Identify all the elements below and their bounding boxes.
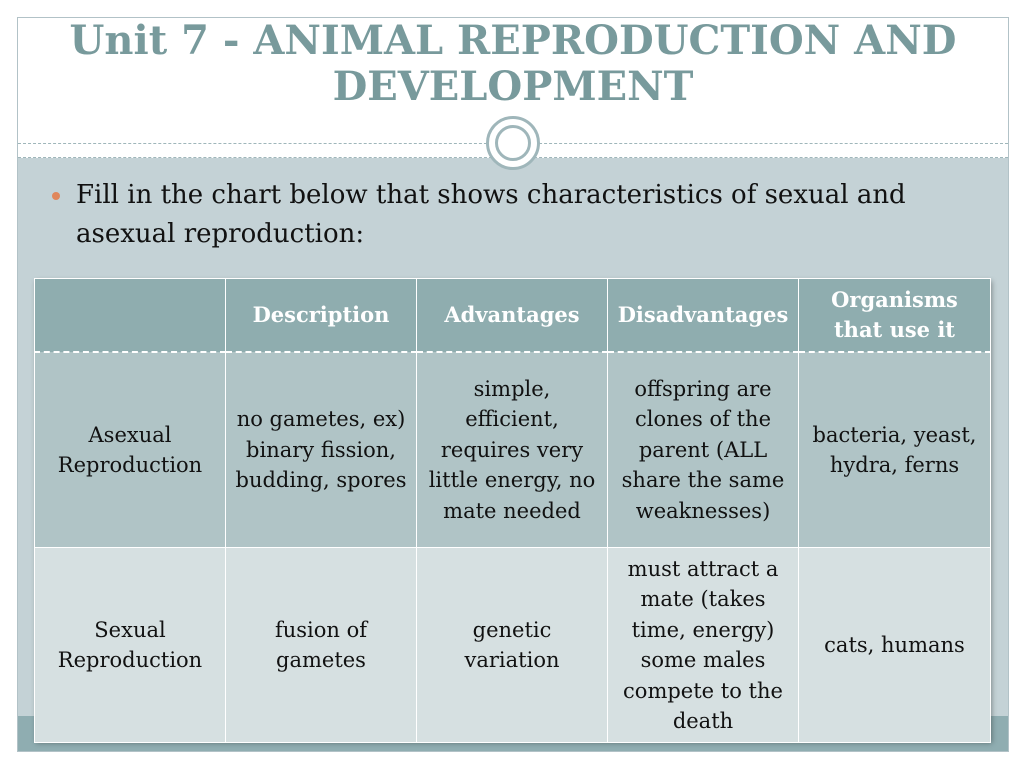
slide-title: Unit 7 - ANIMAL REPRODUCTION AND DEVELOPMENT xyxy=(69,17,957,110)
disadvantages-cell: must attract a mate (takes time, energy) some males compete to the death xyxy=(608,548,799,743)
header-cell-disadvantages: Disadvantages xyxy=(608,279,799,353)
circle-ornament-inner-icon xyxy=(495,125,531,161)
table-header-row xyxy=(35,279,991,353)
disadvantages-cell: offspring are clones of the parent (ALL share the same weaknesses) xyxy=(608,352,799,548)
table-row xyxy=(35,352,991,548)
row-label: Asexual Reproduction xyxy=(35,352,226,548)
advantages-cell: genetic variation xyxy=(417,548,608,743)
description-cell: fusion of gametes xyxy=(226,548,417,743)
description-cell: no gametes, ex) binary fission, budding, spores xyxy=(226,352,417,548)
organisms-cell: bacteria, yeast, hydra, ferns xyxy=(799,352,991,548)
header-cell-organisms: Organisms that use it xyxy=(799,279,991,353)
header-cell-empty xyxy=(35,279,226,353)
slide xyxy=(17,17,1009,752)
header-cell-advantages: Advantages xyxy=(417,279,608,353)
reproduction-chart xyxy=(34,278,990,740)
table-row xyxy=(35,548,991,743)
reproduction-table xyxy=(34,278,991,743)
bullet-text: Fill in the chart below that shows characteristics of sexual and asexual reproduction: xyxy=(76,180,906,249)
bullet-dot-icon xyxy=(52,192,60,200)
row-label: Sexual Reproduction xyxy=(35,548,226,743)
organisms-cell: cats, humans xyxy=(799,548,991,743)
header-cell-description: Description xyxy=(226,279,417,353)
advantages-cell: simple, efficient, requires very little energy, no mate needed xyxy=(417,352,608,548)
circle-ornament-icon xyxy=(486,116,540,170)
